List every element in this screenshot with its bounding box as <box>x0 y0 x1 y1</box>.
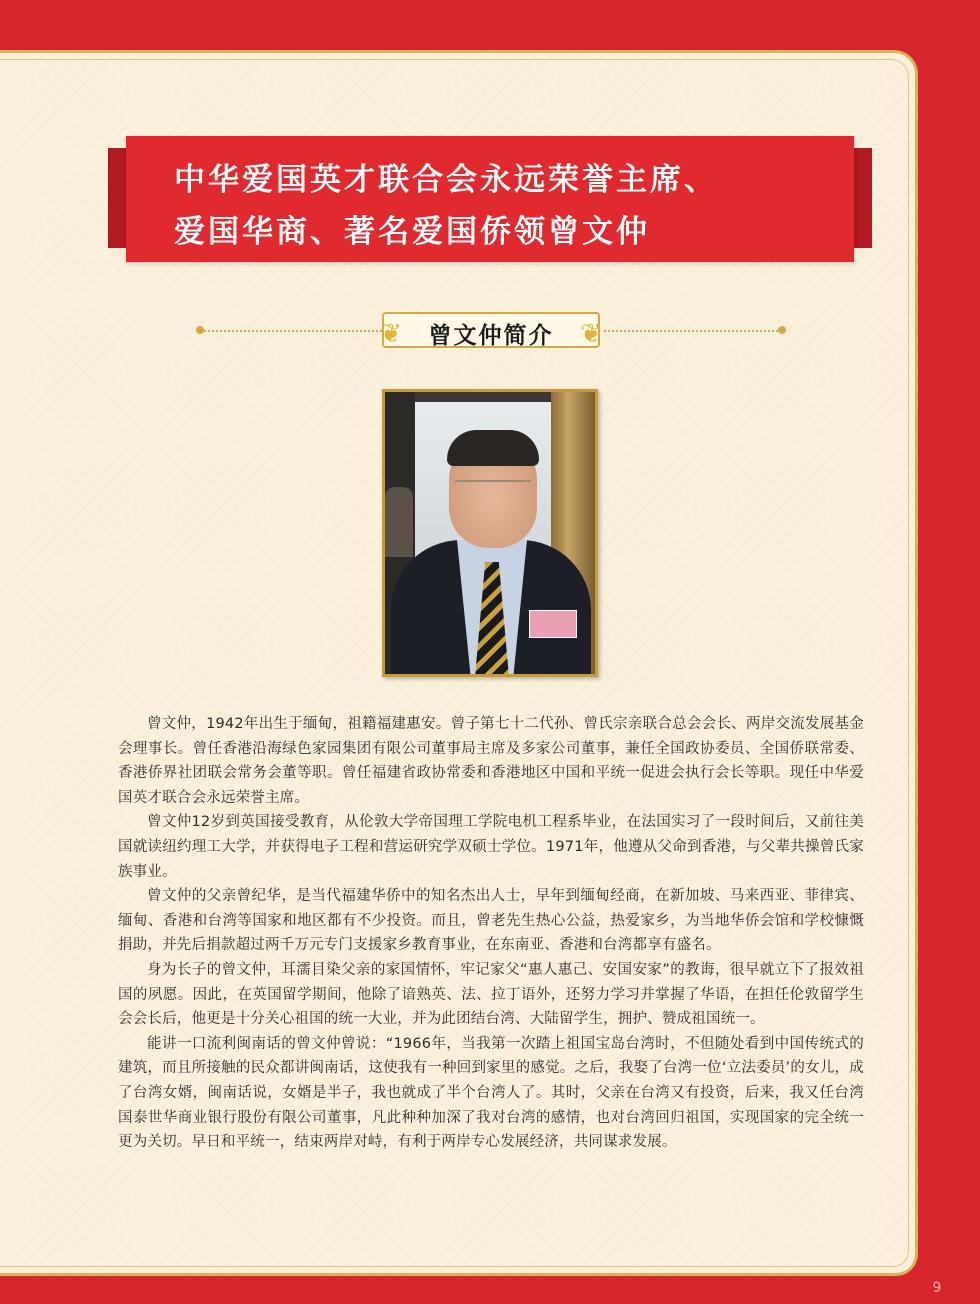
photo-background-person <box>385 487 413 557</box>
title-banner <box>108 136 872 262</box>
banner-tab-left <box>108 148 128 248</box>
paragraph-3: 曾文仲的父亲曾纪华，是当代福建华侨中的知名杰出人士，早年到缅甸经商，在新加坡、马来西亚、菲律宾、缅甸、香港和台湾等国家和地区都有不少投资。而且，曾老先生热心公益，热爱家乡，为当地华侨会馆和学校慷慨捐助，并先后捐款超过两千万元专门支援家乡教育事业，在东南亚、香港和台湾都享有盛名。 <box>118 888 864 954</box>
section-title: 曾文仲简介 <box>428 323 554 349</box>
photo-hair <box>447 430 539 466</box>
photo-glasses <box>455 480 531 496</box>
portrait-photo <box>382 389 598 677</box>
paragraph-1: 曾文仲，1942年出生于缅甸，祖籍福建惠安。曾子第七十二代孙、曾氏宗亲联合总会会长、两岸交流发展基金会理事长。曾任香港沿海绿色家园集团有限公司董事局主席及多家公司董事，兼任全国政协委员、全国侨联常委、香港侨界社团联会常务会董等职。曾任福建省政协常委和香港地区中国和平统一促进会执行会长等职。现任中华爱国英才联合会永远荣誉主席。 <box>118 716 864 806</box>
paragraph-4: 身为长子的曾文仲，耳濡目染父亲的家国情怀，牢记家父“惠人惠己、安国安家”的教诲，很早就立下了报效祖国的夙愿。因此，在英国留学期间，他除了谙熟英、法、拉丁语外，还努力学习并掌握了华语，在担任伦敦留学生会会长后，他更是十分关心祖国的统一大业，并为此团结台湾、大陆留学生，拥护、赞成祖国统一。 <box>118 961 864 1028</box>
banner-main <box>126 136 854 262</box>
scroll-ornament-right-icon: ❦ <box>580 319 602 349</box>
banner-title-line-2: 爱国华商、著名爱国侨领曾文仲 <box>174 214 650 250</box>
biography-text <box>118 712 864 1155</box>
divider-dot-right <box>778 326 786 334</box>
divider-line-right <box>604 330 782 332</box>
paragraph-5: 能讲一口流利闽南话的曾文仲曾说：“1966年，当我第一次踏上祖国宝岛台湾时，不但随处看到中国传统式的建筑，而且所接触的民众都讲闽南话，这使我有一种回到家里的感觉。之后，我娶了台湾一位‘立法委员’的女儿，成了台湾女婿，闽南话说，女婿是半子，我也就成了半个台湾人了。其时，父亲在台湾又有投资，后来，我又任台湾国泰世华商业银行股份有限公司董事，凡此种种加深了我对台湾的感情，也对台湾回归祖国，实现国家的完全统一更为关切。早日和平统一，结束两岸对峙，有利于两岸专心发展经济，共同谋求发展。 <box>118 1035 864 1151</box>
bottom-strip <box>0 1282 924 1304</box>
section-title-box <box>382 312 600 348</box>
paragraph-2: 曾文仲12岁到英国接受教育，从伦敦大学帝国理工学院电机工程系毕业，在法国实习了一段时间后，又前往美国就读纽约理工大学，并获得电子工程和营运研究学双硕士学位。1971年，他遵从父命到香港，与父辈共操曾氏家族事业。 <box>118 814 864 880</box>
banner-title-line-1: 中华爱国英才联合会永远荣誉主席、 <box>174 162 718 198</box>
divider-line-left <box>200 330 382 332</box>
section-header <box>196 310 786 352</box>
photo-delegate-badge <box>529 610 577 638</box>
page-number: 9 <box>932 1280 942 1296</box>
banner-tab-right <box>852 148 872 248</box>
scroll-ornament-left-icon: ❦ <box>380 319 402 349</box>
